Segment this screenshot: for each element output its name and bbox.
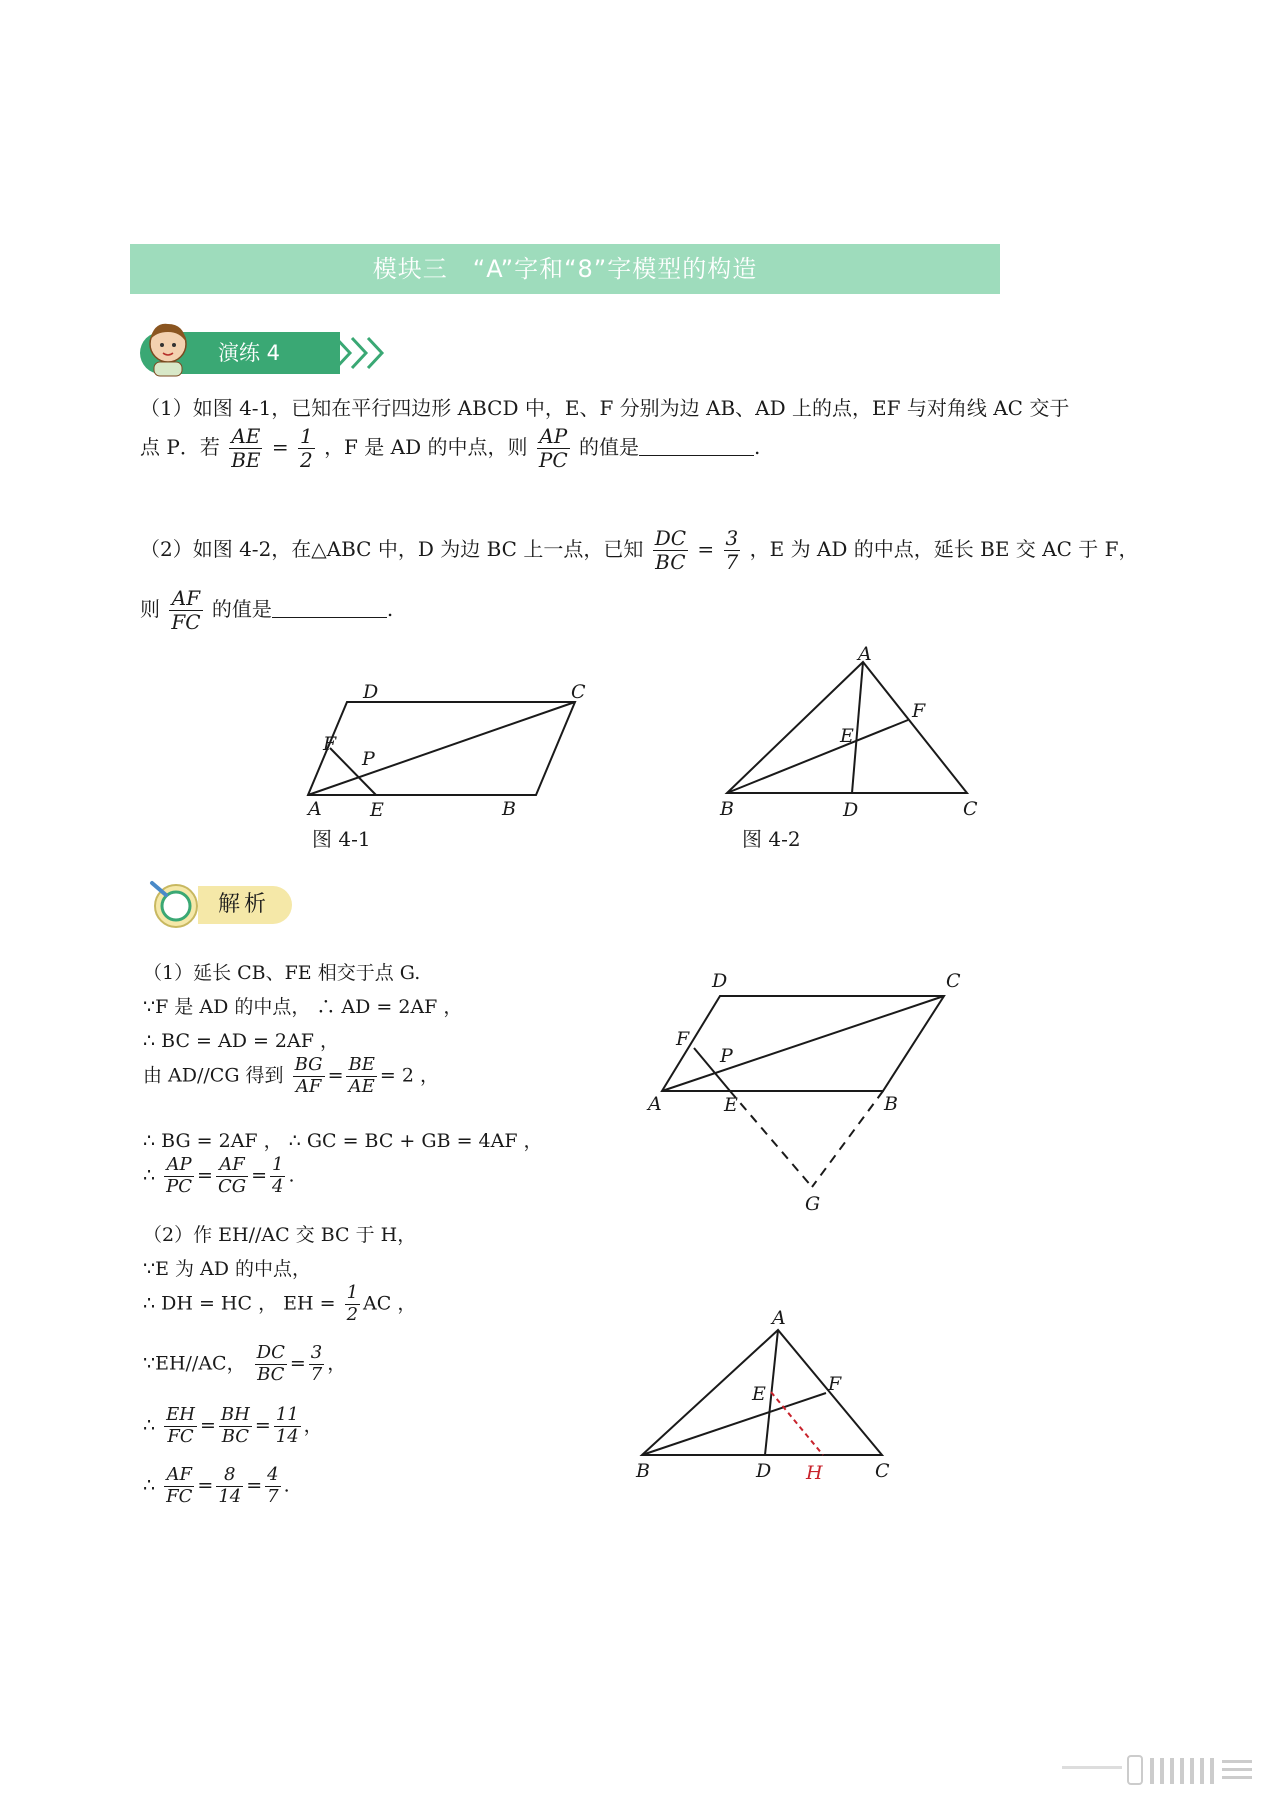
solution-pre: ∴ (143, 1414, 156, 1437)
vertex-label-f: F (676, 1028, 690, 1050)
fraction-denominator: BC (257, 1363, 285, 1385)
fraction (164, 1406, 197, 1447)
problem2-post2: 的值是 (211, 597, 272, 621)
solution-line-9 (143, 1284, 416, 1325)
fraction (346, 1056, 376, 1097)
equals-sign: = (246, 1474, 263, 1497)
fraction-numerator: AF (216, 1156, 248, 1177)
fraction-denominator: FC (167, 1425, 194, 1447)
fraction-ae-be (229, 426, 262, 471)
vertex-label-g: G (805, 1193, 821, 1215)
problem2-line2 (140, 588, 393, 633)
equals-sign: = (199, 1414, 216, 1437)
problem1-pre: 点 P．若 (140, 435, 220, 459)
vertex-label-c: C (571, 681, 586, 703)
vertex-label-f: F (323, 733, 337, 755)
magnifier-icon (146, 880, 206, 930)
fraction-numerator: BE (348, 1054, 375, 1075)
fraction-numerator: DC (654, 526, 687, 550)
fraction (164, 1156, 194, 1197)
solution-line-3: ∴ BC = AD = 2AF ， (143, 1030, 339, 1052)
vertex-label-b: B (502, 798, 516, 820)
fraction (219, 1406, 252, 1447)
fraction-denominator: PC (538, 448, 568, 472)
exercise-label: 演练 4 (218, 341, 281, 365)
vertex-label-d: D (363, 681, 379, 703)
solution-pre: 由 AD//CG 得到 (143, 1064, 284, 1087)
problem1-line2 (140, 426, 760, 471)
fraction-denominator: 7 (267, 1485, 279, 1507)
vertex-label-c: C (946, 970, 961, 992)
fraction-numerator: DC (256, 1342, 285, 1363)
problem1-mid: ，F 是 AD 的中点，则 (324, 435, 528, 459)
vertex-label-c: C (875, 1460, 890, 1482)
fraction-one-half (298, 426, 315, 471)
equals-sign: = (251, 1164, 268, 1187)
section-banner (130, 244, 1000, 294)
equals-sign: = (289, 1352, 306, 1375)
fraction-ap-pc (537, 426, 570, 471)
fraction-denominator: CG (217, 1175, 247, 1197)
fraction-numerator: 3 (310, 1342, 323, 1363)
fraction-denominator: 14 (275, 1425, 299, 1447)
chevron-right-icon (332, 332, 394, 374)
solution-pre: ∴ DH = HC ， EH = (143, 1292, 336, 1315)
solution-line-10 (143, 1344, 346, 1385)
fraction-numerator: 3 (725, 526, 739, 550)
fraction-denominator: 7 (725, 550, 739, 574)
section-title: 模块三 “A”字和“8”字模型的构造 (372, 255, 758, 283)
equals-sign: = (197, 1474, 214, 1497)
watermark-icon (1062, 1752, 1262, 1788)
solution-line-5: ∴ BG = 2AF ， ∴ GC = BC + GB = 4AF ， (143, 1130, 543, 1152)
fraction-denominator: BC (655, 550, 686, 574)
vertex-label-a: A (858, 643, 872, 665)
fraction (216, 1156, 248, 1197)
problem2-line1 (140, 528, 1138, 573)
fraction (255, 1344, 287, 1385)
solution-line-7: （2）作 EH//AC 交 BC 于 H， (143, 1224, 417, 1246)
fraction-numerator: 8 (216, 1466, 243, 1487)
solution-figure-2 (630, 1300, 930, 1490)
fraction (345, 1284, 360, 1325)
equals-sign: = (271, 435, 289, 459)
fraction-numerator: 1 (299, 424, 313, 448)
vertex-label-p: P (720, 1045, 733, 1067)
vertex-label-d: D (843, 799, 859, 820)
solution-pre: ∵EH//AC， (143, 1352, 246, 1375)
fraction-denominator: BE (231, 448, 261, 472)
fraction-numerator: AP (164, 1156, 194, 1177)
fraction-denominator: 14 (218, 1485, 242, 1507)
fraction-numerator: AF (164, 1466, 194, 1487)
solution-post: AC ， (363, 1292, 417, 1315)
problem1-post: 的值是 (578, 435, 639, 459)
fraction-numerator: 1 (272, 1154, 284, 1175)
fraction-denominator: 2 (299, 448, 313, 472)
fraction (293, 1056, 325, 1097)
fraction (274, 1406, 301, 1447)
fraction-numerator: EH (166, 1404, 195, 1425)
vertex-label-a: A (772, 1307, 786, 1329)
fraction-denominator: BC (221, 1425, 250, 1447)
vertex-label-a: A (308, 798, 322, 820)
solution-line-4 (143, 1056, 439, 1097)
vertex-label-e: E (840, 725, 854, 747)
solution-post: ， (303, 1414, 323, 1437)
figure-4-1 (290, 675, 610, 825)
equals-sign: = (254, 1414, 271, 1437)
solution-line-6 (143, 1156, 295, 1197)
analysis-label: 解析 (218, 892, 271, 917)
analysis-badge (146, 880, 296, 930)
fraction (270, 1156, 285, 1197)
fraction (164, 1466, 194, 1507)
fraction (265, 1466, 280, 1507)
vertex-label-b: B (636, 1460, 650, 1482)
vertex-label-b: B (720, 798, 734, 820)
fraction-numerator: 11 (275, 1404, 299, 1425)
solution-line-11 (143, 1406, 323, 1447)
solution-figure-1 (640, 960, 980, 1220)
fraction-numerator: BH (220, 1404, 250, 1425)
solution-line-2: ∵F 是 AD 的中点， ∴ AD = 2AF ， (143, 996, 463, 1018)
fraction-denominator: PC (166, 1175, 193, 1197)
fraction-numerator: AE (229, 426, 262, 449)
fraction-denominator: AF (295, 1075, 322, 1097)
fraction-denominator: FC (171, 610, 201, 634)
problem1-end: . (753, 435, 761, 459)
solution-line-1: （1）延长 CB、FE 相交于点 G. (143, 962, 421, 984)
solution-post: . (283, 1474, 290, 1497)
problem2-pre2: 则 (140, 597, 160, 621)
equals-sign: = (197, 1164, 213, 1187)
vertex-label-d: D (756, 1460, 772, 1482)
fraction (309, 1344, 324, 1385)
fraction-denominator: AE (348, 1075, 375, 1097)
vertex-label-b: B (884, 1093, 898, 1115)
vertex-label-f: F (912, 700, 926, 722)
fraction (216, 1466, 243, 1507)
vertex-label-h: H (806, 1462, 823, 1484)
vertex-label-f: F (828, 1373, 842, 1395)
vertex-label-c: C (963, 798, 978, 820)
figure-4-2 (710, 640, 1000, 820)
equals-sign: = (327, 1064, 344, 1087)
fraction-numerator: AP (537, 426, 570, 449)
solution-post: ， (327, 1352, 347, 1375)
fraction-numerator: BG (294, 1054, 323, 1075)
figure-4-2-caption: 图 4-2 (742, 827, 801, 851)
solution-post: . (288, 1164, 295, 1187)
vertex-label-e: E (752, 1383, 766, 1405)
figure-4-1-caption: 图 4-1 (312, 827, 371, 851)
solution-pre: ∴ (143, 1474, 156, 1497)
fraction-denominator: 7 (310, 1363, 323, 1385)
fraction-af-fc (169, 588, 202, 633)
problem1-line1: （1）如图 4-1，已知在平行四边形 ABCD 中，E、F 分别为边 AB、AD 上的点，EF 与对角线 AC 交于 (140, 396, 1070, 420)
vertex-label-e: E (370, 799, 384, 821)
fraction-numerator: 1 (346, 1282, 359, 1303)
fraction-three-sevenths (724, 528, 741, 573)
equals-sign: = (697, 537, 715, 561)
fraction-denominator: 4 (272, 1175, 284, 1197)
fraction-numerator: AF (169, 588, 202, 611)
problem2-end: . (386, 597, 394, 621)
vertex-label-a: A (648, 1093, 662, 1115)
solution-pre: ∴ (143, 1164, 156, 1187)
fraction-numerator: 4 (267, 1464, 279, 1485)
girl-mascot-icon (140, 318, 196, 378)
fraction-denominator: FC (166, 1485, 193, 1507)
fraction-dc-bc (653, 528, 688, 573)
vertex-label-d: D (712, 970, 728, 992)
vertex-label-e: E (724, 1094, 738, 1116)
solution-line-12 (143, 1466, 290, 1507)
problem2-post: ，E 为 AD 的中点，延长 BE 交 AC 于 F， (749, 537, 1139, 561)
vertex-label-p: P (362, 748, 375, 770)
fraction-denominator: 2 (346, 1303, 359, 1325)
solution-line-8: ∵E 为 AD 的中点， (143, 1258, 312, 1280)
answer-blank[interactable] (272, 600, 387, 618)
problem2-pre: （2）如图 4-2，在△ABC 中，D 为边 BC 上一点，已知 (140, 537, 644, 561)
answer-blank[interactable] (639, 438, 754, 456)
solution-post: = 2 ， (379, 1064, 439, 1087)
